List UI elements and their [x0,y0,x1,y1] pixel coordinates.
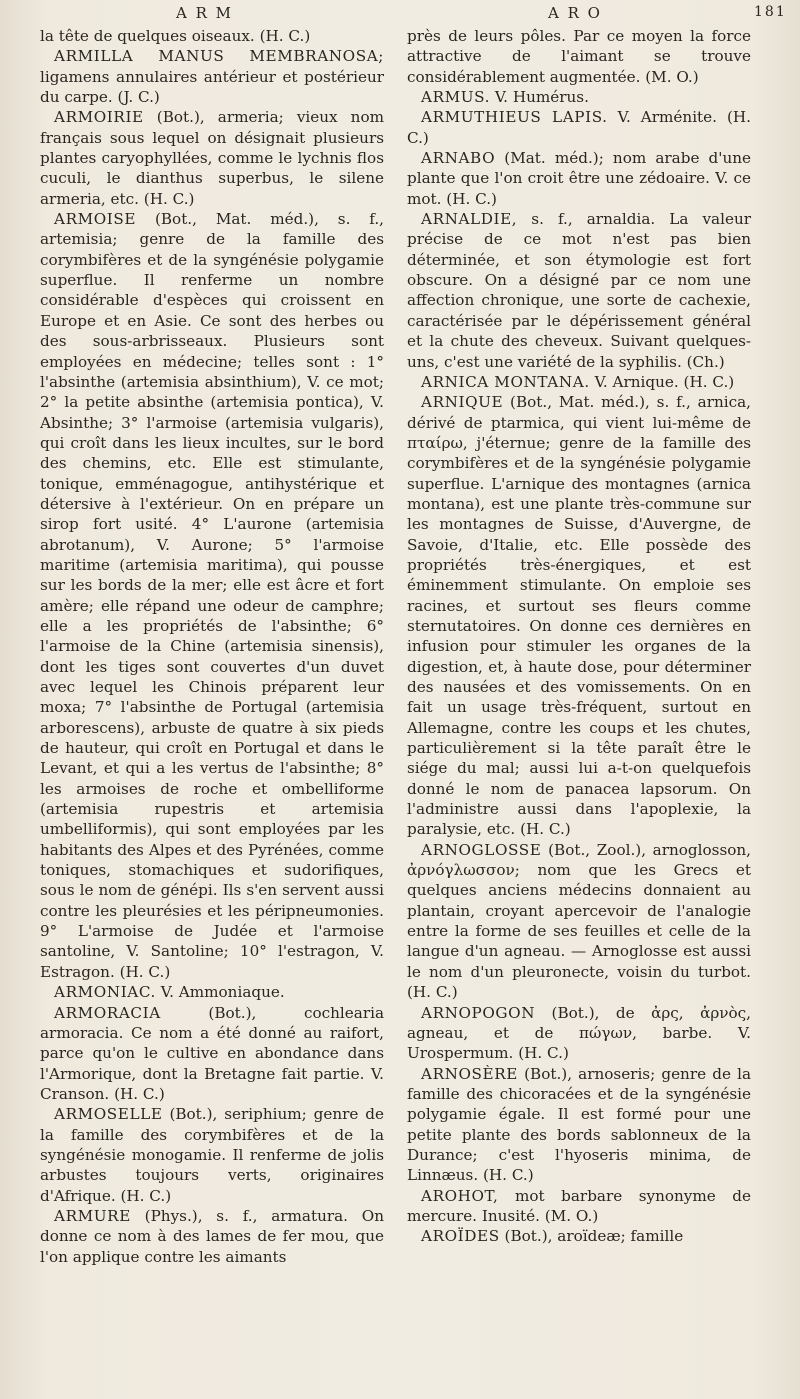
entry-arnopogon: ARNOPOGON (Bot.), de ἀρς, ἀρνὸς, agneau, et de πώγων, barbe. V. Urospermum. (H. C.) [407,1003,751,1063]
entry-armoirie: ARMOIRIE (Bot.), armeria; vieux nom français sous lequel on désignait plusieurs plantes caryophyllées, comme le lychnis flos cuculi, le dianthus superbus, le silene armeria, etc. (H. C.) [40,108,384,208]
entry-armoniac: ARMONIAC. V. Ammoniaque. [54,983,285,1002]
entry-arnique: ARNIQUE (Bot., Mat. méd.), s. f., arnica, dérivé de ptarmica, qui vient lui-même de πταίρω, j'éternue; genre de la famille des corymbifères et de la syngénésie polygamie superflue. L'arnique des montagnes (arnica montana), est une plante très-commune sur les montagnes de Suisse, d'Auvergne, de Savoie, d'Italie, etc. Elle possède des propriétés très-énergiques, et est éminemment stimulante. On emploie ses racines, et surtout ses fleurs comme sternutatoires. On donne ces dernières en infusion pour stimuler les organes de la digestion, et, à haute dose, pour déterminer des nausées et des vomissements. On en fait un usage très-fréquent, surtout en Allemagne, contre les coups et les chutes, particulièrement si la tête paraît être le siége du mal; aussi lui a-t-on quelquefois donné le nom de panacea lapsorum. On l'administre aussi dans l'apoplexie, la paralysie, etc. (H. C.) [407,393,751,839]
entry-continuation: près de leurs pôles. Par ce moyen la force attractive de l'aimant se trouve considérablement augmentée. (M. O.) [407,27,751,86]
entry-armoselle: ARMOSELLE (Bot.), seriphium; genre de la famille des corymbifères et de la syngénésie monogamie. Il renferme de jolis arbustes toujours verts, originaires d'Afrique. (H. C.) [40,1105,384,1205]
headword: ARNICA MONTANA. [421,372,590,391]
entry-armilla: ARMILLA MANUS MEMBRANOSA; ligamens annulaires antérieur et postérieur du carpe. (J. C.) [40,47,384,107]
headword: ARNOPOGON [421,1003,536,1022]
running-header [0,4,800,28]
entry-armus: ARMUS. V. Humérus. [421,88,589,107]
entry-armoise: ARMOISE (Bot., Mat. méd.), s. f., artemisia; genre de la famille des corymbifères et de la syngénésie polygamie superflue. Il renferme un nombre considérable d'espèces qui croissent en Europe et en Asie. Ce sont des herbes ou des sous-arbrisseaux. Plusieurs sont employées en médecine; telles sont : 1° l'absinthe (artemisia absinthium), V. ce mot; 2° la petite absinthe (artemisia pontica), V. Absinthe; 3° l'armoise (artemisia vulgaris), qui croît dans les lieux incultes, sur le bord des chemins, etc. Elle est stimulante, tonique, emménagogue, antihystérique et détersive à l'extérieur. On en prépare un sirop fort usité. 4° L'aurone (artemisia abrotanum), V. Aurone; 5° l'armoise maritime (artemisia maritima), qui pousse sur les bords de la mer; elle est âcre et fort amère; elle répand une odeur de camphre; elle a les propriétés de l'absinthe; 6° l'armoise de la Chine (artemisia sinensis), dont les tiges sont couvertes d'un duvet avec lequel les Chinois préparent leur moxa; 7° l'absinthe de Portugal (artemisia arborescens), arbuste de quatre à six pieds de hauteur, qui croît en Portugal et dans le Levant, et qui a les vertus de l'absinthe; 8° les armoises de roche et ombelliforme (artemisia rupestris et artemisia umbelliformis), qui sont employées par les habitants des Alpes et des Pyrénées, comme toniques, stomachiques et sudorifiques, sous le nom de génépi. Ils s'en servent aussi contre les pleurésies et les péripneumonies. 9° L'armoise de Judée et l'armoise santoline, V. Santoline; 10° l'estragon, V. Estragon. (H. C.) [40,210,384,981]
entry-arnabo: ARNABO (Mat. méd.); nom arabe d'une plante que l'on croit être une zédoaire. V. ce mot. (H. C.) [407,149,751,208]
running-head-left: A R M [176,4,234,22]
headword: ARMILLA MANUS MEMBRANOSA; [54,47,384,66]
headword: ARNOSÈRE [421,1064,518,1083]
headword: ARMOSELLE [54,1105,163,1124]
page-number: 181 [754,4,787,20]
headword: ARMORACIA [54,1003,161,1022]
entry-arnoglosse: ARNOGLOSSE (Bot., Zool.), arnoglosson, ἀρνόγλωσσον; nom que les Grecs et quelques anciens médecins donnaient au plantain, croyant apercevoir de l'analogie entre la forme de ses feuilles et celle de la langue d'un agneau. — Arnoglosse est aussi le nom d'un pleuronecte, voisin du turbot. (H. C.) [407,840,751,1002]
entry-armure: ARMURE (Phys.), s. f., armatura. On donne ce nom à des lames de fer mou, que l'on applique contre les aimants [40,1206,384,1266]
headword: ARMOISE [54,210,137,229]
headword: ARMUTHIEUS LAPIS. [421,108,608,127]
headword: ARMUS. [421,88,491,107]
left-column [40,26,384,1267]
headword: ARNALDIE, [421,210,518,229]
entry-arnosere: ARNOSÈRE (Bot.), arnoseris; genre de la famille des chicoracées et de la syngénésie polygamie égale. Il est formé pour une petite plante des bords sablonneux de la Durance; c'est l'hyoseris minima, de Linnæus. (H. C.) [407,1064,751,1185]
entry-arnaldie: ARNALDIE, s. f., arnaldia. La valeur précise de ce mot n'est pas bien déterminée, et son étymologie est fort obscure. On a désigné par ce nom une affection chronique, une sorte de cachexie, caractérisée par le dépérissement général et la chute des cheveux. Suivant quelques-uns, c'est une variété de la syphilis. (Ch.) [407,210,751,371]
entry-arnica-montana: ARNICA MONTANA. V. Arnique. (H. C.) [421,372,735,391]
running-head-right: A R O [548,4,602,22]
headword: ARMURE [54,1206,131,1225]
headword: AROHOT, [421,1186,499,1205]
entry-armoracia: ARMORACIA (Bot.), cochlearia armoracia. Ce nom a été donné au raifort, parce qu'on le cultive en abondance dans l'Armorique, dont la Bretagne fait partie. V. Cranson. (H. C.) [40,1003,384,1103]
headword: ARMOIRIE [54,108,144,127]
right-column [407,26,751,1247]
entry-aroides: AROÏDES (Bot.), aroïdeæ; famille [421,1227,684,1246]
headword: ARMONIAC. [54,983,156,1002]
headword: ARNIQUE [421,393,504,412]
entry-armuthieus: ARMUTHIEUS LAPIS. V. Arménite. (H. C.) [407,108,751,147]
headword: AROÏDES [421,1227,500,1246]
headword: ARNOGLOSSE [421,840,542,859]
entry-arohot: AROHOT, mot barbare synonyme de mercure. Inusité. (M. O.) [407,1186,751,1225]
headword: ARNABO [421,149,496,168]
entry-continuation: la tête de quelques oiseaux. (H. C.) [40,27,311,45]
